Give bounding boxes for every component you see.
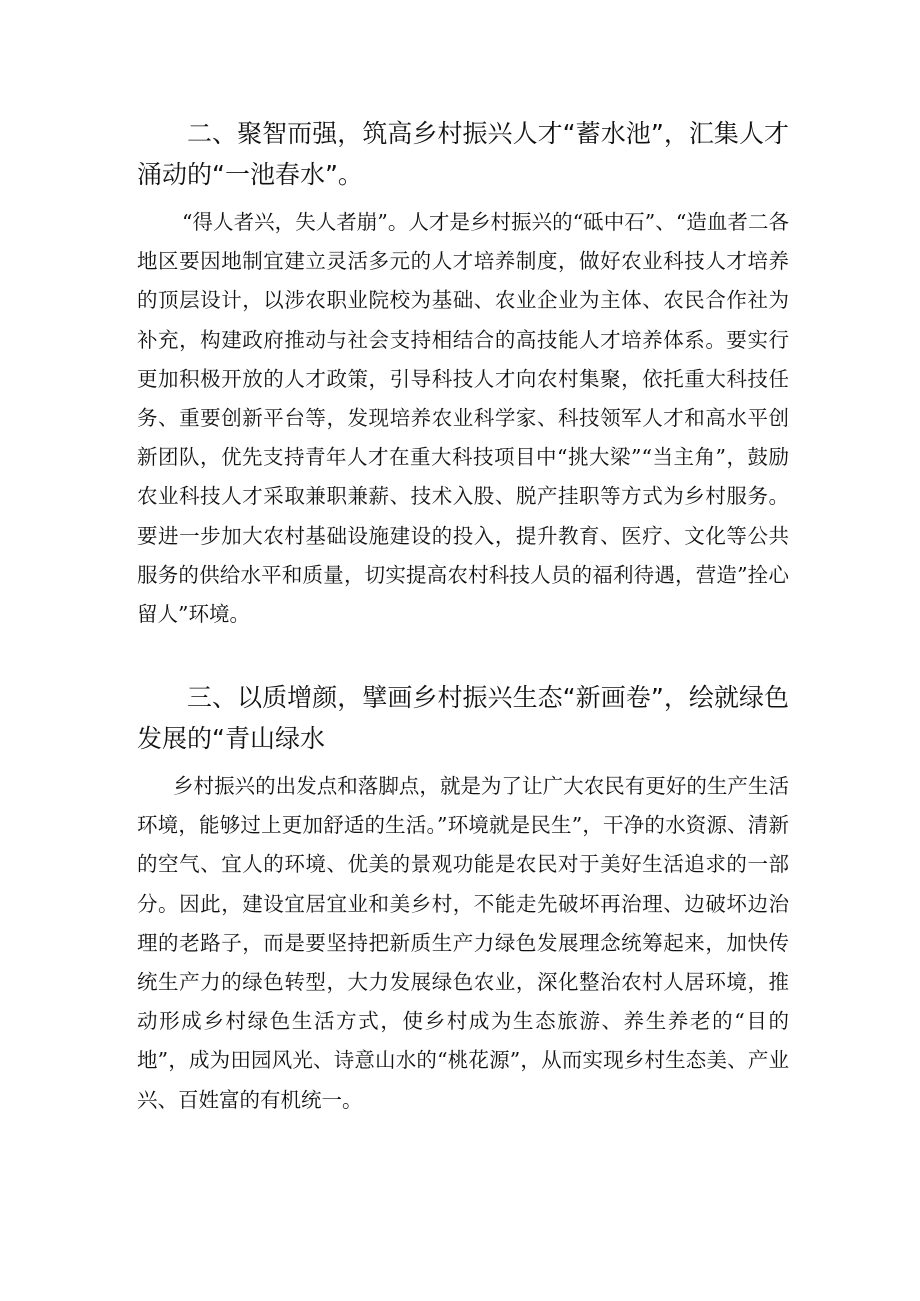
section-heading-3: 三、以质增颜，擘画乡村振兴生态“新画卷”，绘就绿色发展的“青山绿水 — [137, 683, 789, 753]
section-3-paragraph: 乡村振兴的出发点和落脚点，就是为了让广大农民有更好的生产生活环境，能够过上更加舒适的生活。”环境就是民生”，干净的水资源、清新的空气、宜人的环境、优美的景观功能是农民对于美好生活追求的一部分。因此，建设宜居宜业和美乡村，不能走先破坏再治理、边破坏边治理的老路子，而是要坚持把新质生产力绿色发展理念统筹起来，加快传统生产力的绿色转型，大力发展绿色农业，深化整治农村人居环境，推动形成乡村绿色生活方式，使乡村成为生态旅游、养生养老的“目的地”，成为田园风光、诗意山水的“桃花源”，从而实现乡村生态美、产业兴、百姓富的有机统一。 — [137, 774, 789, 1112]
section-heading-2: 二、聚智而强，筑高乡村振兴人才“蓄水池”，汇集人才涌动的“一池春水”。 — [137, 119, 789, 189]
section-2-paragraph: “得人者兴，失人者崩”。人才是乡村振兴的“砥中石”、“造血者二各地区要因地制宜建立灵活多元的人才培养制度，做好农业科技人才培养的顶层设计，以涉农职业院校为基础、农业企业为主体、农民合作社为补充，构建政府推动与社会支持相结合的高技能人才培养体系。要实行更加积极开放的人才政策，引导科技人才向农村集聚，依托重大科技任务、重要创新平台等，发现培养农业科学家、科技领军人才和高水平创新团队，优先支持青年人才在重大科技项目中“挑大梁”“当主角”，鼓励农业科技人才采取兼职兼薪、技术入股、脱产挂职等方式为乡村服务。要进一步加大农村基础设施建设的投入，提升教育、医疗、文化等公共服务的供给水平和质量，切实提高农村科技人员的福利待遇，营造”拴心留人”环境。 — [137, 210, 789, 627]
